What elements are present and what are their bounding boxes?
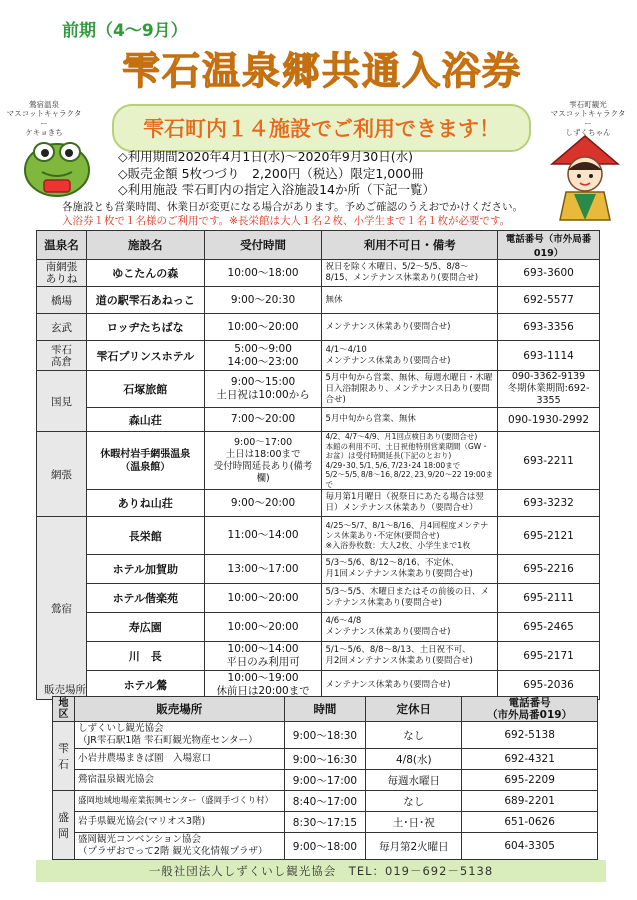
- facility-tel: 090-3362-9139 冬期休業期間:692-3355: [498, 371, 600, 408]
- facility-note: 無休: [322, 287, 498, 314]
- facility-note: 4/1～4/10 メンテナンス休業あり(要問合せ): [322, 341, 498, 371]
- caption-line: ケキョきち: [25, 128, 63, 138]
- sales-holiday: 土･日･祝: [366, 812, 462, 833]
- column-header: 電話番号 （市外局番019）: [462, 697, 598, 722]
- sales-tel: 692-4321: [462, 749, 598, 770]
- column-header: 温泉名: [37, 231, 87, 260]
- facility-name: 道の駅雫石あねっこ: [86, 287, 204, 314]
- sales-time: 8:40～17:00: [284, 791, 366, 812]
- column-header: 定休日: [366, 697, 462, 722]
- facility-tel: 693-1114: [498, 341, 600, 371]
- reception-time: 10:00～20:00: [204, 314, 322, 341]
- column-header: 受付時間: [204, 231, 322, 260]
- table-row: [37, 287, 600, 314]
- sales-holiday: なし: [366, 722, 462, 749]
- sales-place: 鶯宿温泉観光協会: [74, 770, 284, 791]
- reception-time: 11:00～14:00: [204, 517, 322, 555]
- table-row: [37, 555, 600, 584]
- area-cell: 雫石 高倉: [37, 341, 87, 371]
- table-row: [37, 490, 600, 517]
- table-row: [53, 833, 598, 860]
- facility-note: 祝日を除く木曜日、5/2～5/5、8/8～8/15、メンテナンス休業あり(要問合せ): [322, 260, 498, 287]
- area-cell: 網張: [37, 432, 87, 517]
- sales-place: 岩手県観光協会(マリオス3階): [74, 812, 284, 833]
- facility-note: 4/2、4/7～4/9、月1回点検日あり(要問合せ) 本館の利用不可、土日祝他特別営業期間（GW・お盆）は受付時間延長(下記のとおり) 4/29･30､5/1､5/6､7/23･24 18:00まで 5/2～5/5､8/8～16､8/22､23､9/20～22 19:00まで: [322, 432, 498, 490]
- reception-time: 13:00～17:00: [204, 555, 322, 584]
- sales-place: 盛岡観光コンベンション協会 （プラザおでって2階 観光文化情報プラザ）: [74, 833, 284, 860]
- column-header: 地区: [53, 697, 75, 722]
- facility-tel: 692-5577: [498, 287, 600, 314]
- footer-contact: 一般社団法人しずくいし観光協会 TEL：019－692－5138: [36, 860, 606, 882]
- sales-holiday: 毎月第2火曜日: [366, 833, 462, 860]
- mascot-frog-image: [14, 128, 100, 202]
- facility-name: 寿広園: [86, 613, 204, 642]
- table-row: [37, 517, 600, 555]
- table-row: [37, 260, 600, 287]
- notice-line: 各施設とも営業時間、休業日が変更になる場合があります。予めご確認のうえおでかけください。: [62, 201, 524, 213]
- area-cell: 鶯宿: [37, 517, 87, 700]
- facility-tel: 693-2211: [498, 432, 600, 490]
- facility-name: ホテル偕楽苑: [86, 584, 204, 613]
- table-row: [37, 584, 600, 613]
- area-cell: 玄武: [37, 314, 87, 341]
- facility-tel: 695-2171: [498, 642, 600, 671]
- sales-place: しずくいし観光協会 （JR雫石駅1階 雫石町観光物産センター）: [74, 722, 284, 749]
- caption-line: 鶯宿温泉: [29, 100, 59, 109]
- reception-time: 10:00～20:00: [204, 613, 322, 642]
- mascot-girl-image: [540, 134, 630, 226]
- facility-note: メンテナンス休業あり(要問合せ): [322, 314, 498, 341]
- facility-tel: 695-2216: [498, 555, 600, 584]
- table-row: [37, 408, 600, 432]
- facility-note: 5/3～5/5、木曜日またはその前後の日、メンテナンス休業あり(要問合せ): [322, 584, 498, 613]
- table-header-row: [53, 697, 598, 722]
- column-header: 電話番号（市外局番019）: [498, 231, 600, 260]
- sales-time: 9:00～17:00: [284, 770, 366, 791]
- reception-time: 9:00～20:30: [204, 287, 322, 314]
- facility-name: ホテル鶯: [86, 671, 204, 700]
- column-header: 利用不可日・備考: [322, 231, 498, 260]
- sales-holiday: 毎週水曜日: [366, 770, 462, 791]
- table-row: [53, 812, 598, 833]
- table-row: [37, 432, 600, 490]
- facility-note: 4/25～5/7、8/1～8/16、月4回程度メンテナンス休業あり･不定休(要問合せ) ※入浴券枚数：大人2枚、小学生まで1枚: [322, 517, 498, 555]
- table-row: [53, 722, 598, 749]
- area-cell: 国見: [37, 371, 87, 432]
- period-label: 前期（4～9月）: [62, 21, 188, 41]
- reception-time: 10:00～19:00 休前日は20:00まで: [204, 671, 322, 700]
- table-row: [37, 613, 600, 642]
- area-cell: 盛岡: [53, 791, 75, 860]
- caption-line: マスコットキャラクター: [6, 109, 82, 128]
- sales-holiday: なし: [366, 791, 462, 812]
- reception-time: 9:00～20:00: [204, 490, 322, 517]
- table-header-row: [37, 231, 600, 260]
- facility-name: 雫石プリンスホテル: [86, 341, 204, 371]
- column-header: 時間: [284, 697, 366, 722]
- sales-tel: 695-2209: [462, 770, 598, 791]
- facility-name: 石塚旅館: [86, 371, 204, 408]
- area-cell: 雫石: [53, 722, 75, 791]
- sales-tel: 604-3305: [462, 833, 598, 860]
- facility-tel: 090-1930-2992: [498, 408, 600, 432]
- page-title: 雫石温泉郷共通入浴券: [121, 49, 522, 93]
- column-header: 販売場所: [74, 697, 284, 722]
- facility-note: 5/1～5/6、8/8～8/13、土日祝不可、 月2回メンテナンス休業あり(要問合せ): [322, 642, 498, 671]
- reception-time: 7:00～20:00: [204, 408, 322, 432]
- facility-name: 森山荘: [86, 408, 204, 432]
- caption-line: 雫石町観光: [569, 100, 607, 109]
- reception-time: 10:00～20:00: [204, 584, 322, 613]
- reception-time: 10:00～14:00 平日のみ利用可: [204, 642, 322, 671]
- sales-table: [52, 696, 598, 860]
- sales-place: 小岩井農場まきば園 入場窓口: [74, 749, 284, 770]
- facility-name: ありね山荘: [86, 490, 204, 517]
- sales-section-label: 販売場所: [44, 684, 86, 696]
- sales-tel: 692-5138: [462, 722, 598, 749]
- ticket-info: [118, 149, 435, 199]
- table-row: [53, 749, 598, 770]
- sales-holiday: 4/8(水): [366, 749, 462, 770]
- sales-price: ◇販売金額 5枚つづり 2,200円（税込）限定1,000冊: [118, 165, 424, 181]
- reception-time: 9:00～17:00 土日は18:00まで 受付時間延長あり(備考欄): [204, 432, 322, 490]
- sales-time: 9:00～16:30: [284, 749, 366, 770]
- notice-warning: 入浴券１枚で１名様のご利用です。※長栄館は大人１名２枚、小学生まで１名１枚が必要です。: [62, 215, 511, 227]
- facility-note: 5月中旬から営業、無休、毎週水曜日・木曜日入浴制限あり、メンテナンス日あり(要問合せ): [322, 371, 498, 408]
- table-row: [37, 314, 600, 341]
- facility-name: ゆこたんの森: [86, 260, 204, 287]
- facility-note: メンテナンス休業あり(要問合せ): [322, 671, 498, 700]
- area-cell: 橋場: [37, 287, 87, 314]
- table-row: [37, 371, 600, 408]
- facility-note: 毎月第1月曜日（祝祭日にあたる場合は翌日）メンテナンス休業あり（要問合せ）: [322, 490, 498, 517]
- table-row: [53, 770, 598, 791]
- sales-place: 盛岡地域地場産業振興センター（盛岡手づくり村）: [74, 791, 284, 812]
- area-cell: 南網張 ありね: [37, 260, 87, 287]
- facility-note: 4/6～4/8 メンテナンス休業あり(要問合せ): [322, 613, 498, 642]
- facility-table: [36, 230, 600, 700]
- facility-name: ロッヂたちばな: [86, 314, 204, 341]
- facility-note: 5月中旬から営業、無休: [322, 408, 498, 432]
- facility-name: 川 長: [86, 642, 204, 671]
- sales-time: 8:30～17:15: [284, 812, 366, 833]
- usage-period: ◇利用期間2020年4月1日(水)～2020年9月30日(水): [118, 149, 414, 164]
- caption-line: しずくちゃん: [565, 128, 611, 138]
- caption-line: マスコットキャラクター: [550, 109, 626, 128]
- facility-tel: 693-3232: [498, 490, 600, 517]
- column-header: 施設名: [86, 231, 204, 260]
- reception-time: 5:00～9:00 14:00～23:00: [204, 341, 322, 371]
- facility-tel: 693-3600: [498, 260, 600, 287]
- table-row: [53, 791, 598, 812]
- sales-time: 9:00～18:30: [284, 722, 366, 749]
- facility-name: 長栄館: [86, 517, 204, 555]
- facility-name: ホテル加賀助: [86, 555, 204, 584]
- usage-facilities: ◇利用施設 雫石町内の指定入浴施設14か所（下記一覧）: [118, 182, 435, 197]
- sales-tel: 689-2201: [462, 791, 598, 812]
- facility-tel: 695-2121: [498, 517, 600, 555]
- facility-count-banner: 雫石町内１４施設でご利用できます！: [112, 104, 531, 152]
- facility-note: 5/3～5/6、8/12～8/16、不定休、 月1回メンテナンス休業あり(要問合せ): [322, 555, 498, 584]
- facility-tel: 693-3356: [498, 314, 600, 341]
- mascot-right-caption: [548, 100, 628, 138]
- sales-time: 9:00～18:00: [284, 833, 366, 860]
- facility-tel: 695-2111: [498, 584, 600, 613]
- table-row: [37, 341, 600, 371]
- sales-tel: 651-0626: [462, 812, 598, 833]
- table-row: [37, 642, 600, 671]
- notice: [62, 200, 523, 228]
- reception-time: 9:00～15:00 土日祝は10:00から: [204, 371, 322, 408]
- facility-name: 休暇村岩手網張温泉 （温泉館）: [86, 432, 204, 490]
- facility-tel: 695-2036: [498, 671, 600, 700]
- facility-tel: 695-2465: [498, 613, 600, 642]
- reception-time: 10:00～18:00: [204, 260, 322, 287]
